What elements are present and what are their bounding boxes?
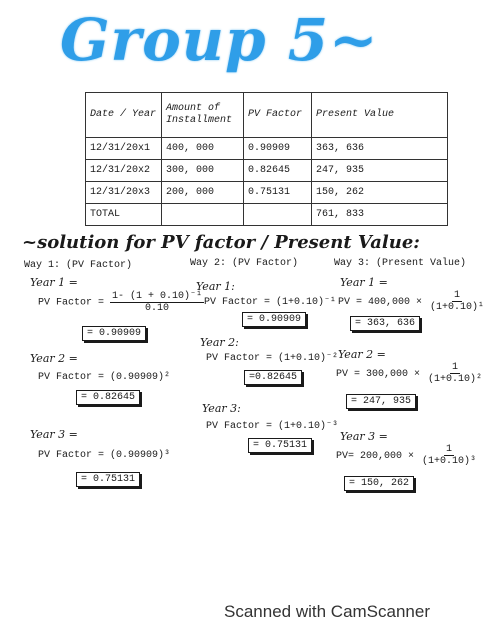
formula-lhs: PV= 200,000 × <box>336 451 415 463</box>
way1-year2-label: Year 2 = <box>30 352 78 365</box>
way2-year3-label: Year 3: <box>202 402 241 415</box>
total-label: TOTAL <box>86 204 162 226</box>
table-cell: 0.90909 <box>244 138 312 160</box>
table-cell: 200, 000 <box>162 182 244 204</box>
way2-year1-label: Year 1: <box>196 280 235 293</box>
denominator: (1+0.10)² <box>428 374 483 385</box>
way1-year2-formula: PV Factor = (0.90909)² <box>38 372 171 383</box>
fraction <box>420 444 478 467</box>
column-header: Amount of Installment <box>162 93 244 138</box>
page-title: Group 5~ <box>60 6 379 74</box>
way3-year1-formula <box>338 290 486 313</box>
scanner-watermark: Scanned with CamScanner <box>224 602 431 621</box>
solution-heading: ~solution for PV factor / Present Value: <box>22 232 420 253</box>
way1-year1-formula <box>38 290 204 314</box>
table-total-row <box>86 204 448 226</box>
way1-year3-formula: PV Factor = (0.90909)³ <box>38 450 171 461</box>
way1-year3-label: Year 3 = <box>30 428 78 441</box>
way2-label: Way 2: (PV Factor) <box>190 258 299 269</box>
table-cell: 400, 000 <box>162 138 244 160</box>
numerator: 1 <box>454 290 461 301</box>
table-cell <box>162 204 244 226</box>
way1-label: Way 1: (PV Factor) <box>24 260 133 271</box>
way3-year1-label: Year 1 = <box>340 276 388 289</box>
table-cell: 12/31/20x2 <box>86 160 162 182</box>
column-header: Present Value <box>312 93 448 138</box>
table-header-row <box>86 93 448 138</box>
way1-year2-result: = 0.82645 <box>76 390 140 405</box>
way1-year1-label: Year 1 = <box>30 276 78 289</box>
fraction <box>428 290 486 313</box>
way2-year2-label: Year 2: <box>200 336 239 349</box>
table-cell: 300, 000 <box>162 160 244 182</box>
present-value-table <box>85 92 448 226</box>
way2-year2-result: =0.82645 <box>244 370 302 385</box>
way3-year2-label: Year 2 = <box>338 348 386 361</box>
way2-year1-result: = 0.90909 <box>242 312 306 327</box>
way3-year1-result: = 363, 636 <box>350 316 420 331</box>
way2-year3-formula: PV Factor = (1+0.10)⁻³ <box>206 421 339 432</box>
column-header: Date / Year <box>86 93 162 138</box>
way2-year1-formula: PV Factor = (1+0.10)⁻¹ <box>204 297 337 308</box>
table-row <box>86 160 448 182</box>
formula-lhs: PV = 300,000 × <box>336 369 421 381</box>
table-cell: 150, 262 <box>312 182 448 204</box>
fraction <box>426 362 484 385</box>
way2-year3-result: = 0.75131 <box>248 438 312 453</box>
fraction <box>110 290 204 314</box>
table-cell: 0.82645 <box>244 160 312 182</box>
way3-year3-result: = 150, 262 <box>344 476 414 491</box>
way1-year1-result: = 0.90909 <box>82 326 146 341</box>
numerator: 1 <box>446 444 453 455</box>
table-cell: 247, 935 <box>312 160 448 182</box>
total-value: 761, 833 <box>312 204 448 226</box>
formula-lhs: PV = 400,000 × <box>338 297 423 309</box>
numerator: 1- (1 + 0.10)⁻¹ <box>112 291 203 302</box>
formula-lhs: PV Factor = <box>38 297 105 309</box>
denominator: (1+0.10)¹ <box>430 302 485 313</box>
table-cell: 12/31/20x1 <box>86 138 162 160</box>
column-header: PV Factor <box>244 93 312 138</box>
denominator: (1+0.10)³ <box>422 456 477 467</box>
table-cell: 12/31/20x3 <box>86 182 162 204</box>
table-row <box>86 182 448 204</box>
way3-year2-formula <box>336 362 484 385</box>
way3-label: Way 3: (Present Value) <box>334 258 467 269</box>
way1-year3-result: = 0.75131 <box>76 472 140 487</box>
way3-year3-label: Year 3 = <box>340 430 388 443</box>
table-cell <box>244 204 312 226</box>
table-cell: 0.75131 <box>244 182 312 204</box>
denominator: 0.10 <box>145 303 170 314</box>
table-cell: 363, 636 <box>312 138 448 160</box>
way2-year2-formula: PV Factor = (1+0.10)⁻² <box>206 353 339 364</box>
numerator: 1 <box>452 362 459 373</box>
table-row <box>86 138 448 160</box>
way3-year3-formula <box>336 444 478 467</box>
way3-year2-result: = 247, 935 <box>346 394 416 409</box>
